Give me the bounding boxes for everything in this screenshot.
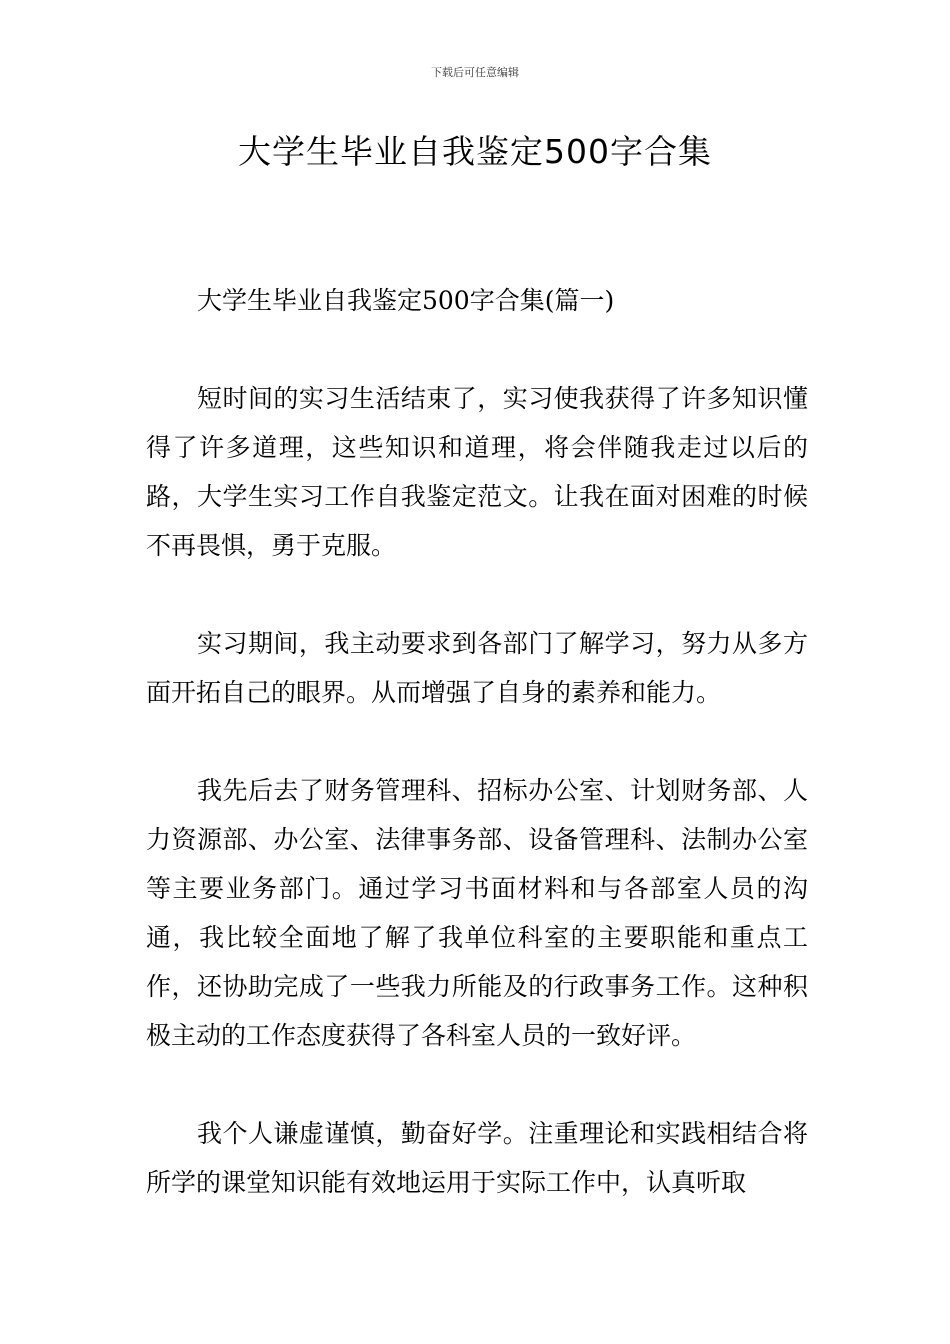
paragraph: 短时间的实习生活结束了，实习使我获得了许多知识懂得了许多道理，这些知识和道理，将会伴随我走过以后的路，大学生实习工作自我鉴定范文。让我在面对困难的时候不再畏惧，勇于克服。 [146,384,808,560]
document-title: 大学生毕业自我鉴定500字合集 [238,132,712,171]
paragraph: 我先后去了财务管理科、招标办公室、计划财务部、人力资源部、办公室、法律事务部、设备管理科、法制办公室等主要业务部门。通过学习书面材料和与各部室人员的沟通，我比较全面地了解了我单位科室的主要职能和重点工作，还协助完成了一些我力所能及的行政事务工作。这种积极主动的工作态度获得了各科室人员的一致好评。 [146,776,808,1050]
section-heading: 大学生毕业自我鉴定500字合集(篇一) [197,286,615,315]
paragraph: 实习期间，我主动要求到各部门了解学习，努力从多方面开拓自己的眼界。从而增强了自身的素养和能力。 [146,629,808,707]
paragraph: 我个人谦虚谨慎，勤奋好学。注重理论和实践相结合将所学的课堂知识能有效地运用于实际工作中，认真听取 [146,1119,808,1197]
header-note: 下载后可任意编辑 [431,66,519,79]
document-body [146,276,808,1207]
